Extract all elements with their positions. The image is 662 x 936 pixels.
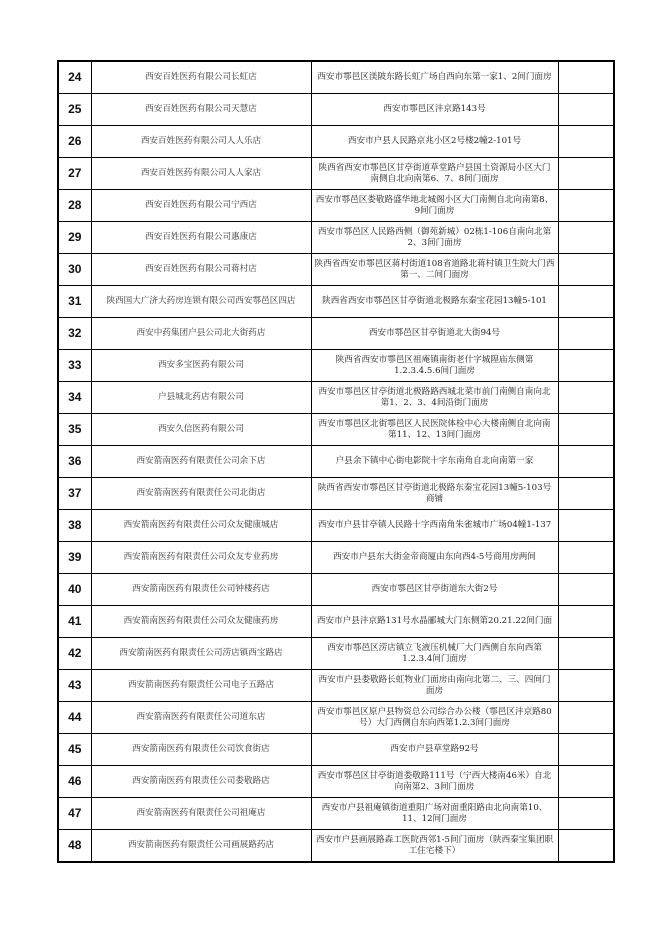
store-name: 西安中药集团户县公司北大街药店 <box>91 318 311 350</box>
row-number: 44 <box>58 702 91 734</box>
empty-cell <box>558 638 614 670</box>
table-row <box>58 766 614 798</box>
table-row <box>58 94 614 126</box>
empty-cell <box>558 254 614 286</box>
table-row <box>58 510 614 542</box>
table-row <box>58 798 614 830</box>
row-number: 37 <box>58 478 91 510</box>
row-number: 25 <box>58 94 91 126</box>
store-address: 西安市户县沣京路131号水晶郦城大门东侧第20.21.22间门面 <box>311 606 558 638</box>
store-address: 西安市鄠邑区渼陂东路长虹广场自西向东第一家1、2间门面房 <box>311 61 558 94</box>
table-row <box>58 190 614 222</box>
empty-cell <box>558 734 614 766</box>
table-row <box>58 222 614 254</box>
store-address: 陕西省西安市鄠邑区蒋村街道108省道路北蒋村镇卫生院大门西第一、二间门面房 <box>311 254 558 286</box>
store-address: 陕西省西安市鄠邑区祖庵镇南街老什字城隍庙东侧第1.2.3.4.5.6间门面房 <box>311 350 558 382</box>
empty-cell <box>558 702 614 734</box>
table-row <box>58 638 614 670</box>
table-row <box>58 734 614 766</box>
table-row <box>58 350 614 382</box>
table-row <box>58 574 614 606</box>
store-address: 陕西省西安市鄠邑区甘亭街道草堂路户县国土资源局小区大门南侧自北向南第6、7、8间门面房 <box>311 158 558 190</box>
empty-cell <box>558 766 614 798</box>
store-address: 西安市户县娄敬路长虹物业门面房由南向北第二、三、四间门面房 <box>311 670 558 702</box>
store-address: 西安市户县甘亭镇人民路十字西南角朱雀城市广场04幢1-137 <box>311 510 558 542</box>
row-number: 42 <box>58 638 91 670</box>
empty-cell <box>558 478 614 510</box>
empty-cell <box>558 61 614 94</box>
row-number: 24 <box>58 61 91 94</box>
empty-cell <box>558 830 614 863</box>
store-name: 西安箭南医药有限责任公司涝店镇西宝路店 <box>91 638 311 670</box>
table-row <box>58 670 614 702</box>
store-name: 西安百姓医药有限公司宁西店 <box>91 190 311 222</box>
empty-cell <box>558 542 614 574</box>
store-name: 西安箭南医药有限责任公司众友健康城店 <box>91 510 311 542</box>
row-number: 27 <box>58 158 91 190</box>
store-name: 西安箭南医药有限责任公司余下店 <box>91 446 311 478</box>
row-number: 34 <box>58 382 91 414</box>
row-number: 26 <box>58 126 91 158</box>
store-address: 西安市户县东大街金帝商厦由东向西4-5号商用房两间 <box>311 542 558 574</box>
table-row <box>58 382 614 414</box>
table-row <box>58 702 614 734</box>
row-number: 46 <box>58 766 91 798</box>
store-name: 西安箭南医药有限责任公司道东店 <box>91 702 311 734</box>
store-name: 西安箭南医药有限责任公司众友健康药房 <box>91 606 311 638</box>
store-address: 西安市鄠邑区甘亭街道北大街94号 <box>311 318 558 350</box>
row-number: 28 <box>58 190 91 222</box>
empty-cell <box>558 286 614 318</box>
store-name: 西安百姓医药有限公司蒋村店 <box>91 254 311 286</box>
empty-cell <box>558 350 614 382</box>
store-address: 西安市户县人民路京兆小区2号楼2幢2-101号 <box>311 126 558 158</box>
store-name: 西安箭南医药有限责任公司北街店 <box>91 478 311 510</box>
table-row <box>58 286 614 318</box>
store-address: 西安市鄠邑区甘亭街道东大街2号 <box>311 574 558 606</box>
store-address: 西安市鄠邑区原户县物资总公司综合办公楼（鄠邑区沣京路80号）大门西侧自东向西第1.2.3间门面房 <box>311 702 558 734</box>
row-number: 35 <box>58 414 91 446</box>
table-row <box>58 478 614 510</box>
store-address: 西安市鄠邑区涝店镇立飞液压机械厂大门西侧自东向西第1.2.3.4间门面房 <box>311 638 558 670</box>
store-address: 西安市鄠邑区甘亭街道娄敬路111号（宁西大楼南46米）自北向南第2、3间门面房 <box>311 766 558 798</box>
empty-cell <box>558 158 614 190</box>
pharmacy-table <box>57 60 615 863</box>
table-row <box>58 414 614 446</box>
table-body <box>58 61 614 862</box>
empty-cell <box>558 382 614 414</box>
store-address: 西安市鄠邑区娄敬路盛华地北城阁小区大门南侧自北向南第8、9间门面房 <box>311 190 558 222</box>
store-address: 西安市鄠邑区北街鄠邑区人民医院体检中心大楼南侧自北向南第11、12、13间门面房 <box>311 414 558 446</box>
store-name: 西安久信医药有限公司 <box>91 414 311 446</box>
row-number: 40 <box>58 574 91 606</box>
store-name: 西安箭南医药有限责任公司众友专业药房 <box>91 542 311 574</box>
store-name: 户县城北药店有限公司 <box>91 382 311 414</box>
empty-cell <box>558 446 614 478</box>
store-address: 户县余下镇中心街电影院十字东南角自北向南第一家 <box>311 446 558 478</box>
store-name: 西安百姓医药有限公司人人家店 <box>91 158 311 190</box>
row-number: 31 <box>58 286 91 318</box>
row-number: 43 <box>58 670 91 702</box>
store-address: 西安市鄠邑区沣京路143号 <box>311 94 558 126</box>
empty-cell <box>558 126 614 158</box>
empty-cell <box>558 574 614 606</box>
row-number: 29 <box>58 222 91 254</box>
store-name: 西安箭南医药有限责任公司饮食街店 <box>91 734 311 766</box>
row-number: 36 <box>58 446 91 478</box>
table-row <box>58 254 614 286</box>
empty-cell <box>558 94 614 126</box>
store-address: 西安市户县画展路森工医院西邻1-5间门面房（陕西秦宝集团职工住宅楼下） <box>311 830 558 863</box>
table-row <box>58 446 614 478</box>
store-name: 西安箭南医药有限责任公司祖庵店 <box>91 798 311 830</box>
store-name: 西安箭南医药有限责任公司电子五路店 <box>91 670 311 702</box>
store-name: 西安箭南医药有限责任公司娄敬路店 <box>91 766 311 798</box>
row-number: 33 <box>58 350 91 382</box>
store-address: 陕西省西安市鄠邑区甘亭街道北极路东秦宝花园13幢5-101 <box>311 286 558 318</box>
table-row <box>58 158 614 190</box>
empty-cell <box>558 414 614 446</box>
table-row <box>58 318 614 350</box>
empty-cell <box>558 798 614 830</box>
empty-cell <box>558 606 614 638</box>
store-name: 西安百姓医药有限公司长虹店 <box>91 61 311 94</box>
row-number: 30 <box>58 254 91 286</box>
row-number: 48 <box>58 830 91 863</box>
store-name: 西安多宝医药有限公司 <box>91 350 311 382</box>
row-number: 47 <box>58 798 91 830</box>
empty-cell <box>558 670 614 702</box>
row-number: 41 <box>58 606 91 638</box>
store-address: 西安市户县祖庵镇街道重阳广场对面重阳路由北向南第10、11、12间门面房 <box>311 798 558 830</box>
table-row <box>58 542 614 574</box>
row-number: 38 <box>58 510 91 542</box>
table-row <box>58 126 614 158</box>
empty-cell <box>558 510 614 542</box>
store-name: 陕西国大广济大药房连锁有限公司西安鄠邑区四店 <box>91 286 311 318</box>
row-number: 45 <box>58 734 91 766</box>
store-address: 西安市鄠邑区甘亭街道北极路路西城北菜市前门南侧自南向北第1、2、3、4间沿街门面房 <box>311 382 558 414</box>
store-name: 西安百姓医药有限公司人人乐店 <box>91 126 311 158</box>
table-row <box>58 61 614 94</box>
store-name: 西安百姓医药有限公司惠康店 <box>91 222 311 254</box>
table-row <box>58 830 614 863</box>
table-row <box>58 606 614 638</box>
empty-cell <box>558 318 614 350</box>
store-address: 西安市户县草堂路92号 <box>311 734 558 766</box>
store-address: 西安市鄠邑区人民路西侧（御苑新城）02栋1-106自南向北第2、3间门面房 <box>311 222 558 254</box>
row-number: 39 <box>58 542 91 574</box>
store-address: 陕西省西安市鄠邑区甘亭街道北极路东秦宝花园13幢5-103号商铺 <box>311 478 558 510</box>
store-name: 西安箭南医药有限责任公司钟楼药店 <box>91 574 311 606</box>
store-name: 西安箭南医药有限责任公司画展路药店 <box>91 830 311 863</box>
row-number: 32 <box>58 318 91 350</box>
store-name: 西安百姓医药有限公司天慧店 <box>91 94 311 126</box>
empty-cell <box>558 190 614 222</box>
empty-cell <box>558 222 614 254</box>
